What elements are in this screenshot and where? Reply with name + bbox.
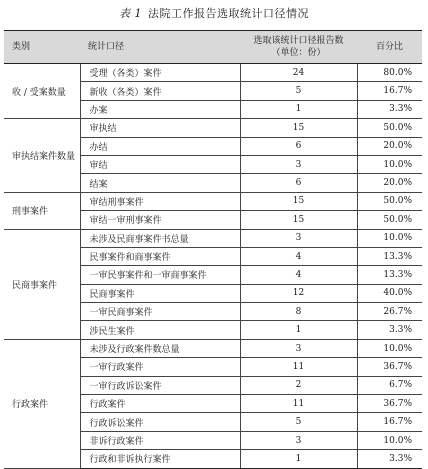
category-cell: 民商事案件 — [4, 229, 80, 339]
header-count-line1: 选取该统计口径报告数 — [253, 36, 344, 46]
header-count — [240, 31, 357, 64]
table-body — [4, 64, 422, 469]
caliber-cell: 一审行政诉讼案件 — [80, 376, 240, 394]
count-cell: 15 — [240, 119, 357, 137]
category-cell: 行政案件 — [4, 339, 80, 468]
category-cell: 审执结案件数量 — [4, 119, 80, 193]
percent-cell: 10.0% — [357, 229, 422, 247]
count-cell: 2 — [240, 376, 357, 394]
percent-cell: 26.7% — [357, 303, 422, 321]
percent-cell: 20.0% — [357, 137, 422, 155]
percent-cell: 16.7% — [357, 82, 422, 100]
percent-cell: 10.0% — [357, 339, 422, 357]
percent-cell: 6.7% — [357, 376, 422, 394]
table-row — [4, 64, 422, 82]
count-cell: 6 — [240, 137, 357, 155]
percent-cell: 36.7% — [357, 395, 422, 413]
header-caliber: 统计口径 — [80, 31, 240, 64]
caliber-cell: 未涉及民商事案件书总量 — [80, 229, 240, 247]
count-cell: 5 — [240, 82, 357, 100]
percent-cell: 50.0% — [357, 211, 422, 229]
count-cell: 24 — [240, 64, 357, 82]
table-header-row — [4, 31, 422, 64]
caliber-cell: 一审行政案件 — [80, 358, 240, 376]
table-row — [4, 119, 422, 137]
count-cell: 3 — [240, 229, 357, 247]
caliber-cell: 审结一审刑事案件 — [80, 211, 240, 229]
header-count-line2: （单位：份） — [271, 48, 326, 58]
percent-cell: 13.3% — [357, 247, 422, 265]
count-cell: 3 — [240, 155, 357, 173]
caliber-cell: 非诉行政案件 — [80, 431, 240, 449]
count-cell: 11 — [240, 395, 357, 413]
percent-cell: 80.0% — [357, 64, 422, 82]
count-cell: 15 — [240, 192, 357, 210]
header-percent: 百分比 — [357, 31, 422, 64]
count-cell: 15 — [240, 211, 357, 229]
count-cell: 6 — [240, 174, 357, 192]
caliber-cell: 一审民事案件和一审商事案件 — [80, 266, 240, 284]
category-cell: 收 / 受案数量 — [4, 64, 80, 119]
percent-cell: 10.0% — [357, 431, 422, 449]
caliber-cell: 办结 — [80, 137, 240, 155]
count-cell: 1 — [240, 450, 357, 468]
caliber-cell: 结案 — [80, 174, 240, 192]
table-row — [4, 192, 422, 210]
count-cell: 12 — [240, 284, 357, 302]
percent-cell: 3.3% — [357, 321, 422, 339]
table-row — [4, 229, 422, 247]
caliber-cell: 办案 — [80, 100, 240, 118]
caliber-cell: 行政和非诉执行案件 — [80, 450, 240, 468]
percent-cell: 50.0% — [357, 192, 422, 210]
caliber-cell: 未涉及行政案件数总量 — [80, 339, 240, 357]
statistics-table — [4, 30, 422, 469]
count-cell: 1 — [240, 321, 357, 339]
count-cell: 3 — [240, 431, 357, 449]
caliber-cell: 受理（各类）案件 — [80, 64, 240, 82]
category-cell: 刑事案件 — [4, 192, 80, 229]
count-cell: 5 — [240, 413, 357, 431]
count-cell: 4 — [240, 266, 357, 284]
percent-cell: 50.0% — [357, 119, 422, 137]
caliber-cell: 审执结 — [80, 119, 240, 137]
caliber-cell: 审结 — [80, 155, 240, 173]
table-number: 表 1 — [119, 7, 142, 20]
caliber-cell: 审结刑事案件 — [80, 192, 240, 210]
count-cell: 3 — [240, 339, 357, 357]
table-caption — [0, 5, 428, 21]
caliber-cell: 新收（各类）案件 — [80, 82, 240, 100]
percent-cell: 40.0% — [357, 284, 422, 302]
percent-cell: 13.3% — [357, 266, 422, 284]
percent-cell: 3.3% — [357, 100, 422, 118]
count-cell: 11 — [240, 358, 357, 376]
count-cell: 1 — [240, 100, 357, 118]
caliber-cell: 行政诉讼案件 — [80, 413, 240, 431]
caliber-cell: 民商事案件 — [80, 284, 240, 302]
caliber-cell: 涉民生案件 — [80, 321, 240, 339]
percent-cell: 20.0% — [357, 174, 422, 192]
count-cell: 4 — [240, 247, 357, 265]
table-title: 法院工作报告选取统计口径情况 — [148, 7, 309, 20]
caliber-cell: 行政案件 — [80, 395, 240, 413]
percent-cell: 16.7% — [357, 413, 422, 431]
percent-cell: 3.3% — [357, 450, 422, 468]
count-cell: 8 — [240, 303, 357, 321]
percent-cell: 10.0% — [357, 155, 422, 173]
header-category: 类别 — [4, 31, 80, 64]
caliber-cell: 民事案件和商事案件 — [80, 247, 240, 265]
table-row — [4, 339, 422, 357]
caliber-cell: 一审民商事案件 — [80, 303, 240, 321]
percent-cell: 36.7% — [357, 358, 422, 376]
